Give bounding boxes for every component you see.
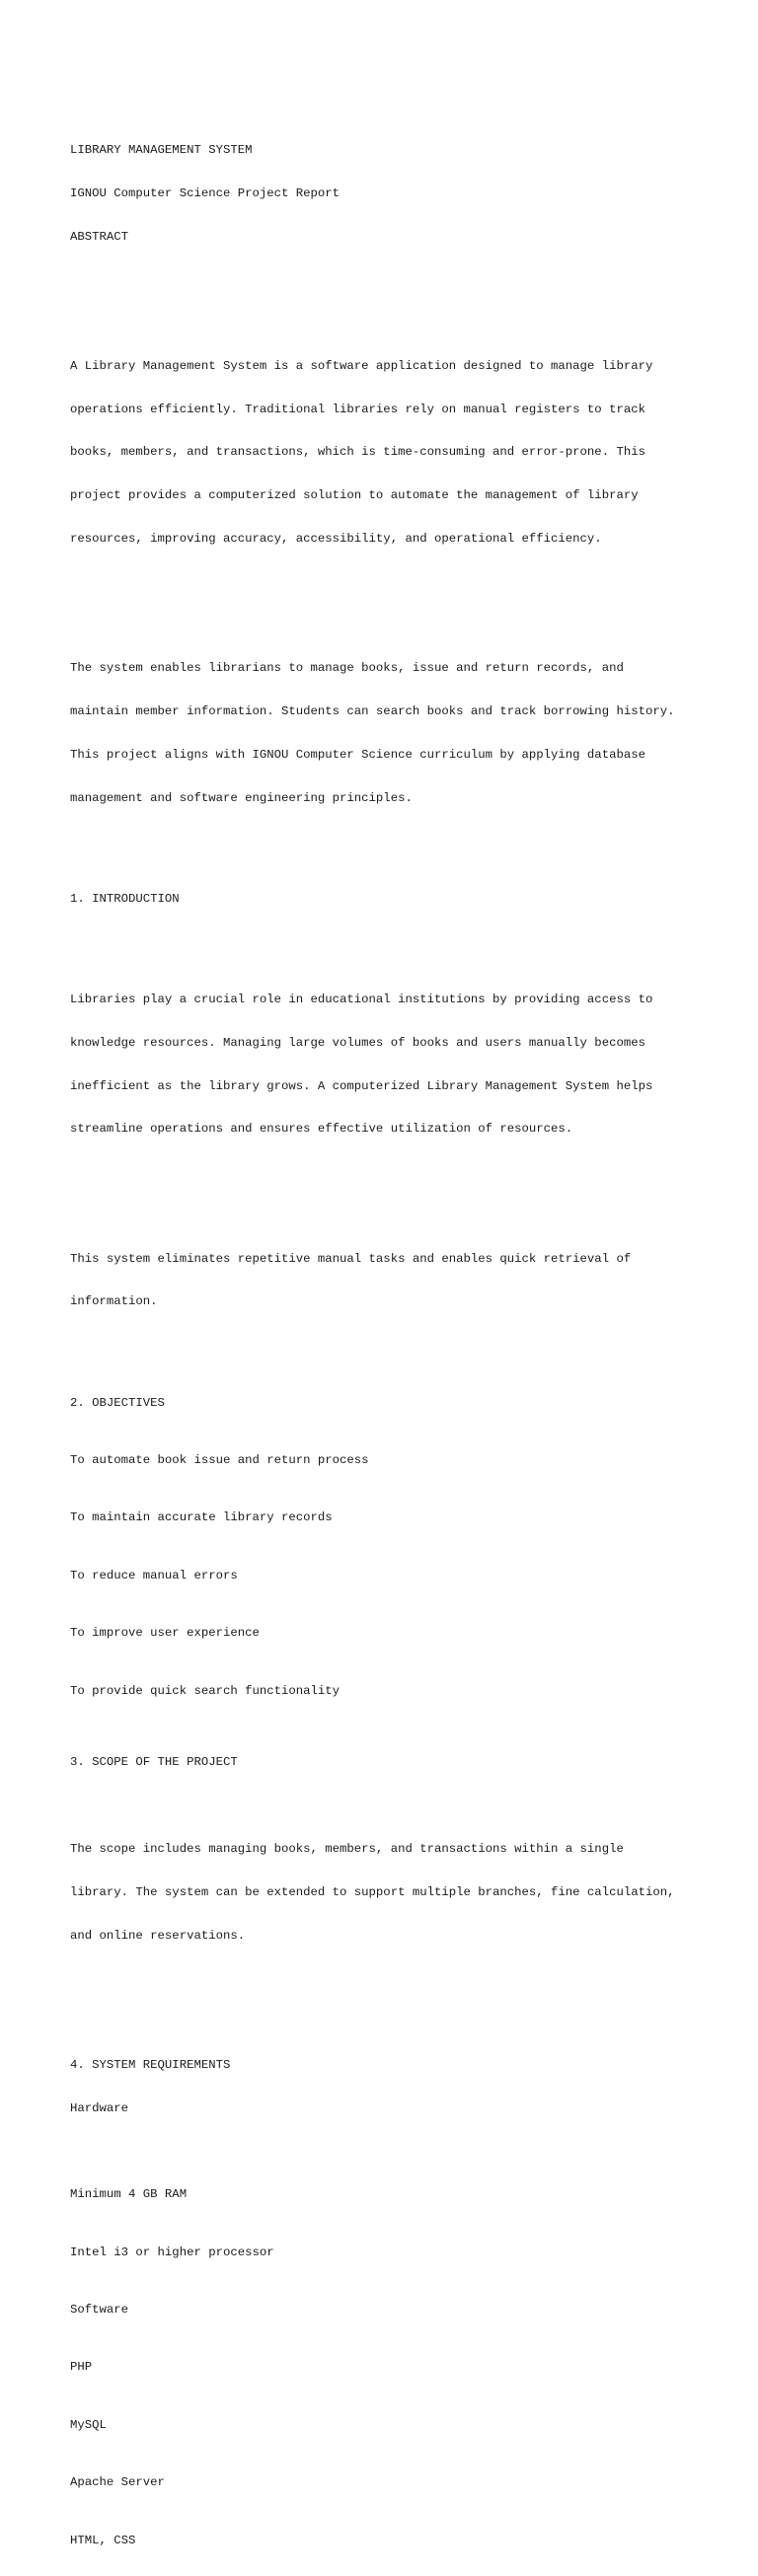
text-line: The system enables librarians to manage books, issue and return records, and bbox=[70, 661, 624, 676]
text-line: operations efficiently. Traditional libraries rely on manual registers to track bbox=[70, 402, 645, 416]
hardware-item: Minimum 4 GB RAM bbox=[70, 2187, 188, 2202]
abstract-paragraph-1 bbox=[70, 331, 702, 575]
text-line: knowledge resources. Managing large volumes of books and users manually becomes bbox=[70, 1035, 645, 1050]
requirements-block bbox=[70, 2029, 702, 2145]
document-subtitle: IGNOU Computer Science Project Report bbox=[70, 185, 341, 200]
software-item: Apache Server bbox=[70, 2475, 165, 2490]
text-line: Libraries play a crucial role in educational institutions by providing access to bbox=[70, 993, 653, 1006]
requirements-heading: 4. SYSTEM REQUIREMENTS bbox=[70, 2057, 231, 2072]
introduction-paragraph-2 bbox=[70, 1223, 702, 1339]
objective-item: To automate book issue and return process bbox=[70, 1453, 369, 1467]
text-line: library. The system can be extended to support multiple branches, fine calculation, bbox=[70, 1884, 675, 1899]
software-item: HTML, CSS bbox=[70, 2533, 136, 2547]
scope-paragraph bbox=[70, 1813, 702, 1972]
text-line: This system eliminates repetitive manual tasks and enables quick retrieval of bbox=[70, 1251, 632, 1266]
text-line: project provides a computerized solution to automate the management of library bbox=[70, 488, 639, 503]
objective-item: To maintain accurate library records bbox=[70, 1510, 333, 1525]
text-line: and online reservations. bbox=[70, 1928, 246, 1943]
document-title: LIBRARY MANAGEMENT SYSTEM bbox=[70, 142, 253, 157]
text-line: management and software engineering principles. bbox=[70, 790, 413, 805]
software-item: PHP bbox=[70, 2360, 93, 2375]
objective-item: To improve user experience bbox=[70, 1626, 260, 1641]
text-line: resources, improving accuracy, accessibility, and operational efficiency. bbox=[70, 532, 602, 546]
text-line: The scope includes managing books, members, and transactions within a single bbox=[70, 1842, 624, 1857]
software-label: Software bbox=[70, 2303, 129, 2318]
text-line: books, members, and transactions, which is time-consuming and error-prone. This bbox=[70, 445, 645, 460]
document-page bbox=[70, 71, 702, 2576]
scope-heading: 3. SCOPE OF THE PROJECT bbox=[70, 1755, 238, 1770]
objective-item: To reduce manual errors bbox=[70, 1568, 238, 1582]
text-line: A Library Management System is a software application designed to manage library bbox=[70, 358, 653, 373]
abstract-paragraph-2 bbox=[70, 632, 702, 834]
hardware-item: Intel i3 or higher processor bbox=[70, 2245, 274, 2259]
text-line: maintain member information. Students can search books and track borrowing history. bbox=[70, 704, 675, 719]
hardware-label: Hardware bbox=[70, 2100, 129, 2115]
text-line: streamline operations and ensures effective utilization of resources. bbox=[70, 1122, 573, 1137]
objective-item: To provide quick search functionality bbox=[70, 1683, 341, 1698]
title-block bbox=[70, 114, 702, 273]
abstract-heading: ABSTRACT bbox=[70, 229, 129, 244]
text-line: inefficient as the library grows. A computerized Library Management System helps bbox=[70, 1078, 653, 1093]
objectives-heading: 2. OBJECTIVES bbox=[70, 1395, 165, 1410]
text-line: This project aligns with IGNOU Computer Science curriculum by applying database bbox=[70, 747, 645, 762]
introduction-paragraph-1 bbox=[70, 964, 702, 1165]
text-line: information. bbox=[70, 1294, 158, 1309]
introduction-heading: 1. INTRODUCTION bbox=[70, 891, 180, 906]
software-item: MySQL bbox=[70, 2417, 107, 2432]
